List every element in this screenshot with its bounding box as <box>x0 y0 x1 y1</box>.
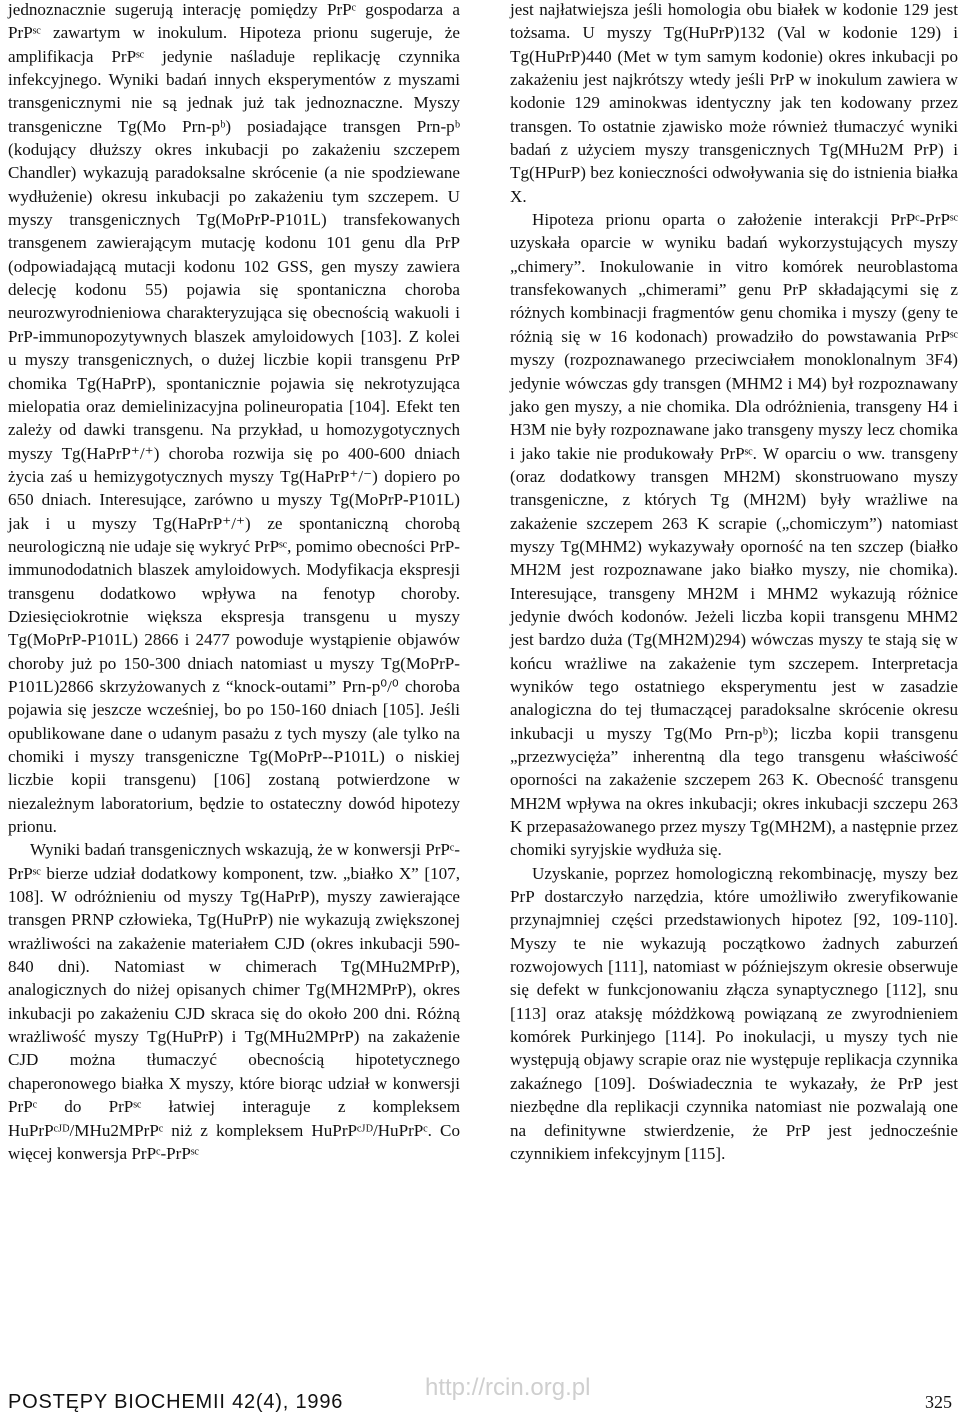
paragraph: Uzyskanie, poprzez homologiczną rekombinację, myszy bez PrP dostarczyło narzędzia, które umożliwiło zweryfikowanie przynajmniej części przedstawionych hipotez [92, 109-110]. Myszy te nie wykazują początkowo żadnych zaburzeń rozwojowych [111], natomiast w późniejszym okresie obserwuje się defekt w funkcjonowaniu złącza synaptycznego [112], snu [113] oraz ataksję móżdżkową powiązaną ze zwyrodnieniem komórek Purkinjego [114]. Po inokulacji, u myszy tych nie występują objawy scrapie oraz nie występuje replikacja czynnika zakaźnego [109]. Doświadecznia te wykazały, że PrP jest niezbędne dla replikacji czynnika natomiast nie pozwalają one na definitywne stwierdzenie, że PrP jest jednocześnie czynnikiem infekcyjnym [115]. <box>510 863 958 1163</box>
paragraph: jednoznacznie sugerują interację pomiędzy PrPᶜ gospodarza a PrPˢᶜ zawartym w inokulum. Hipoteza prionu sugeruje, że amplifikacja PrPˢᶜ jedynie naśladuje replikację czynnika infekcyjnego. Wyniki badań innych eksperymentów z myszami transgenicznymi nie są jednak już tak jednoznaczne. Myszy transgeniczne Tg(Mo Prn-pᵇ) posiadające transgen Prn-pᵇ (kodujący dłuższy okres inkubacji po zakażeniu szczepem Chandler) wykazują paradoksalne skrócenie (a nie spodziewane wydłużenie) okresu inkubacji po zakażeniu tym szczepem. U myszy transgenicznych Tg(MoPrP-P101L) transfekowanych transgenem zawierającym mutację kodonu 101 genu dla PrP (odpowiadającą mutacji kodonu 102 GSS, gen myszy zawiera delecję kodonu 55) pojawia się spontaniczna choroba neurozwyrodnieniowa charakteryzująca się obecnością wakuoli i PrP-immunopozytywnych blaszek amyloidowych [103]. Z kolei u myszy transgenicznych, o dużej liczbie kopii transgenu PrP chomika Tg(HaPrP), spontanicznie pojawia się nekrotyzująca mielopatia oraz demielinizacyjna polineuropatia [104]. Efekt ten zależy od dawki transgenu. Na przykład, u homozygotycznych myszy Tg(HaPrP⁺/⁺) choroba rozwija się po 400-600 dniach życia zaś u hemizygotycznych myszy Tg(HaPrP⁺/⁻) dopiero po 650 dniach. Interesujące, zarówno u myszy Tg(MoPrP-P101L) jak i u myszy Tg(HaPrP⁺/⁺) ze spontaniczną chorobą neurologiczną nie udaje się wykryć PrPˢᶜ, pomimo obecności PrP-immunododatnich blaszek amyloidowych. Modyfikacja ekspresji transgenu dodatkowo wpływa na fenotyp choroby. Dziesięciokrotnie większa ekspresja transgenu u myszy Tg(MoPrP-P101L) 2866 i 2477 powoduje wystąpienie objawów choroby już po 150-300 dniach natomiast u myszy Tg(MoPrP-P101L)2866 skrzyżowanych z “knock-outami” Prn-p⁰/⁰ choroba pojawia się jeszcze wcześniej, bo po 150-160 dniach [105]. Jeśli opublikowane dane o udanym pasażu z tych myszy (ale tylko na chomiki i myszy transgeniczne Tg(MoPrP--P101L) o niskiej liczbie kopii transgenu) [106] zostaną potwierdzone w niezależnym laboratorium, będzie to ostateczny dowód hipotezy prionu. <box>8 0 460 837</box>
journal-citation: POSTĘPY BIOCHEMII 42(4), 1996 <box>8 1391 344 1413</box>
right-column <box>510 0 958 1165</box>
page-number: 325 <box>925 1392 952 1412</box>
paragraph: jest najłatwiejsza jeśli homologia obu białek w kodonie 129 jest tożsama. U myszy Tg(HuPrP)132 (Val w kodonie 129) i Tg(HuPrP)440 (Met w tym samym kodonie) okres inkubacji po zakażeniu jest najkrótszy wtedy jeśli PrP w inokulum zawiera w kodonie 129 aminokwas identyczny jak ten kodowany przez transgen. To ostatnie zjawisko może również tłumaczyć wyniki badań z użyciem myszy transgenicznych Tg(MHu2M PrP) i Tg(HPurP) bez konieczności odwoływania się do istnienia białka X. <box>510 0 958 206</box>
left-column <box>8 0 460 1165</box>
paragraph: Hipoteza prionu oparta o założenie interakcji PrPᶜ-PrPˢᶜ uzyskała oparcie w wyniku badań wykorzystujących myszy „chimery”. Inokulowanie in vitro komórek neuroblastoma transfekowanych „chimerami” genu PrP składającymi się z różnych kombinacji fragmentów genu chomika i myszy (geny te różnią się w 16 kodonach) prowadziło do powstawania PrPˢᶜ myszy (rozpoznawanego przeciwciałem monoklonalnym 3F4) jedynie wówczas gdy transgen (MHM2 i M4) był rozpoznawany jako gen myszy, a nie chomika. Dla odróżnienia, transgeny H4 i H3M nie były rozpoznawane jako transgeny myszy lecz chomika i jako takie nie produkowały PrPˢᶜ. W oparciu o ww. transgeny (oraz dodatkowy transgen MH2M) skonstruowano myszy transgeniczne, z których Tg (MH2M) były wrażliwe na zakażenie szczepem 263 K scrapie („chomiczym”) natomiast myszy Tg(MHM2) wykazywały oporność na ten szczep (białko MH2M jest rozpoznawane jako białko myszy, nie chomika). Interesujące, transgeny MH2M i MHM2 wykazują różnice jedynie dwóch kodonów. Jeżeli liczba kopii transgenu MHM2 jest bardzo duża (Tg(MH2M)294) wówczas myszy te stają się w końcu wrażliwe na zakażenie tym szczepem. Interpretacja wyników tego ostatniego eksperymentu jest w zasadzie analogiczna do tej tłumaczącej paradoksalne skrócenie okresu inkubacji u myszy Tg(Mo Prn-pᵇ); liczba kopii transgenu „przezwycięża” inherentną dla tego transgenu właściwość oporności na zakażenie szczepem 263 K. Obecność transgenu MH2M wpływa na okres inkubacji; okres inkubacji szczepu 263 K przepasażowanego przez myszy Tg(MH2M), a następnie przez chomiki syryjskie wydłuża się. <box>510 210 958 860</box>
watermark-url: http://rcin.org.pl <box>425 1374 591 1401</box>
paragraph: Wyniki badań transgenicznych wskazują, że w konwersji PrPᶜ-PrPˢᶜ bierze udział dodatkowy komponent, tzw. „białko X” [107, 108]. W odróżnieniu od myszy Tg(HaPrP), myszy zawierające transgen PRNP człowieka, Tg(HuPrP) nie wykazują zwiększonej wrażliwości na zakażenie materiałem CJD (okres inkubacji 590-840 dni). Natomiast w chimerach Tg(MHu2MPrP), analogicznych do niżej opisanych chimer Tg(MH2MPrP), okres inkubacji po zakażeniu CJD skraca się do około 200 dni. Różną wrażliwość myszy Tg(HuPrP) i Tg(MHu2MPrP) na zakażenie CJD można tłumaczyć obecnością hipotetycznego chaperonowego białka X myszy, które biorąc udział w konwersji PrPᶜ do PrPˢᶜ łatwiej interaguje z kompleksem HuPrPᶜᴶᴰ/MHu2MPrPᶜ niż z kompleksem HuPrPᶜᴶᴰ/HuPrPᶜ. Co więcej konwersja PrPᶜ-PrPˢᶜ <box>8 840 460 1163</box>
page-footer <box>0 1374 960 1418</box>
